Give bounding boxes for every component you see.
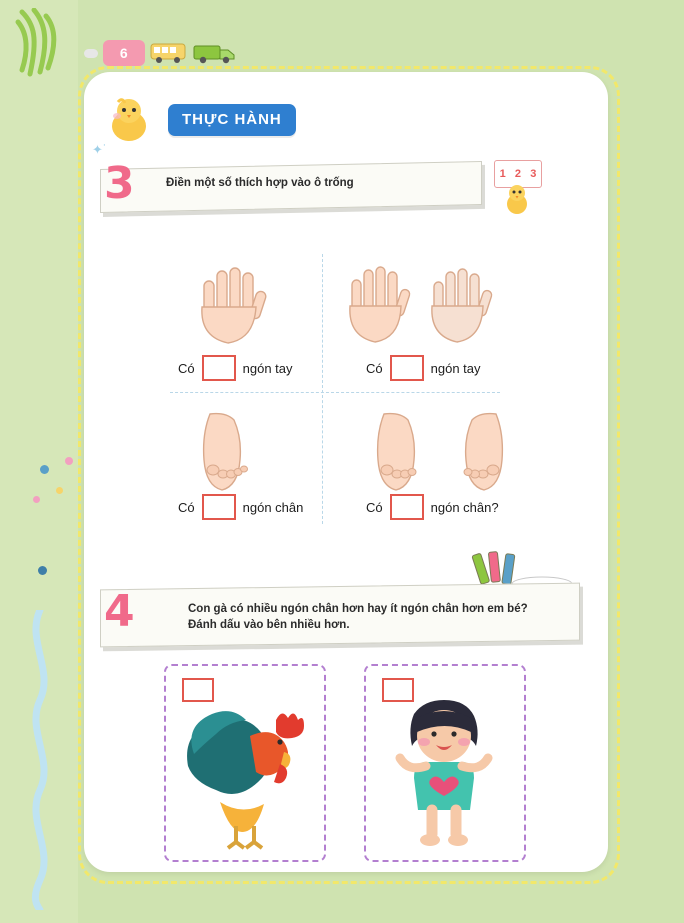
decor-dot	[65, 457, 73, 465]
exercise-3-number: 3	[104, 158, 135, 209]
answer-suffix: ngón tay	[430, 360, 481, 376]
green-scribble-decoration	[14, 8, 60, 78]
small-chick-icon	[500, 182, 534, 216]
answer-prefix: Có	[178, 499, 195, 515]
answer-suffix: ngón chân	[242, 499, 304, 515]
answer-prefix: Có	[366, 360, 383, 376]
answer-prefix: Có	[178, 360, 195, 376]
answer-line-two-feet	[366, 494, 499, 520]
exercise-4-number: 4	[104, 586, 135, 637]
page-number: 6	[103, 40, 145, 66]
exercise-4-instruction-line2: Đánh dấu vào bên nhiều hơn.	[188, 619, 350, 631]
answer-box-one-hand[interactable]	[202, 355, 236, 381]
section-heading	[104, 96, 296, 144]
practice-badge: THỰC HÀNH	[168, 104, 296, 136]
cube-digit: 1	[499, 168, 506, 180]
choice-box-girl[interactable]	[364, 664, 526, 862]
cloud-icon	[84, 49, 98, 58]
answer-box-two-hands[interactable]	[390, 355, 424, 381]
page-topbar	[84, 38, 237, 68]
cube-digit: 2	[514, 168, 522, 180]
bus-icon	[150, 41, 188, 65]
checkbox-rooster[interactable]	[182, 678, 214, 702]
decor-dot	[40, 465, 49, 474]
quadrant-vertical-divider	[322, 254, 323, 524]
two-feet-icon	[370, 412, 510, 492]
girl-icon	[382, 698, 508, 854]
answer-box-one-foot[interactable]	[202, 494, 236, 520]
quadrant-horizontal-divider	[170, 392, 500, 393]
answer-line-one-foot	[178, 494, 303, 520]
hand-icon	[190, 265, 274, 349]
rooster-icon	[180, 706, 308, 852]
decor-dot	[38, 566, 47, 575]
chick-icon	[104, 96, 154, 144]
cube-digit: 3	[530, 168, 537, 180]
choice-box-rooster[interactable]	[164, 664, 326, 862]
answer-line-one-hand	[178, 355, 293, 381]
truck-icon	[193, 41, 237, 65]
two-hands-icon	[342, 262, 502, 350]
answer-suffix: ngón tay	[242, 360, 293, 376]
answer-prefix: Có	[366, 499, 383, 515]
foot-icon	[196, 412, 258, 492]
exercise-3-instruction: Điền một số thích hợp vào ô trống	[166, 177, 354, 189]
blue-wave-decoration	[20, 610, 60, 910]
decor-dot	[33, 496, 40, 503]
decor-dot	[56, 487, 63, 494]
answer-line-two-hands	[366, 355, 481, 381]
answer-suffix: ngón chân?	[430, 499, 499, 515]
exercise-4-instruction-line1: Con gà có nhiều ngón chân hơn hay ít ngón chân hơn em bé?	[188, 603, 528, 615]
sparkle-icon: ✦˙	[92, 142, 108, 157]
answer-box-two-feet[interactable]	[390, 494, 424, 520]
